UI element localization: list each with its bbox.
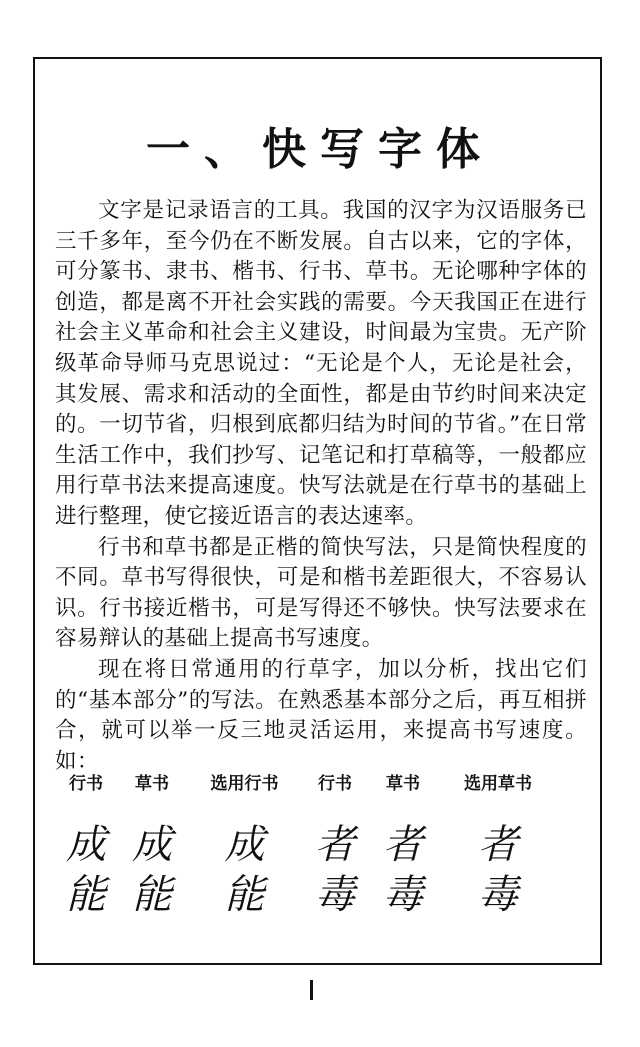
handwritten-character: 者 — [478, 822, 518, 868]
column-header: 选用行书 — [210, 774, 279, 794]
column-header: 选用草书 — [464, 774, 532, 794]
paragraph: 行书和草书都是正楷的简快写法，只是简快程度的不同。草书写得很快，可是和楷书差距很大，不容易认识。行书接近楷书，可是写得还不够快。快写法要求在容易辩认的基础上提高书写速度。 — [55, 534, 587, 652]
column-header: 行书 — [69, 774, 103, 794]
handwritten-character: 毒 — [383, 872, 423, 918]
handwritten-character: 能 — [132, 872, 172, 918]
handwritten-character: 毒 — [315, 872, 355, 918]
handwritten-character: 能 — [66, 872, 106, 918]
page-title: 一、快写字体 — [146, 124, 494, 175]
handwritten-character: 者 — [383, 822, 423, 868]
handwritten-character: 成 — [224, 822, 265, 868]
column-header: 行书 — [318, 774, 352, 794]
sample-row — [55, 872, 585, 918]
paragraph: 现在将日常通用的行草字，加以分析，找出它们的“基本部分”的写法。在熟悉基本部分之后，再互相拼合，就可以举一反三地灵活运用，来提高书写速度。如： — [55, 656, 587, 774]
sample-row — [55, 822, 585, 868]
body-text — [55, 196, 587, 777]
handwritten-character: 成 — [132, 822, 172, 868]
sample-table-header — [55, 769, 585, 794]
column-header: 草书 — [386, 774, 420, 794]
handwritten-character: 毒 — [478, 872, 518, 918]
column-header: 草书 — [135, 774, 169, 794]
handwritten-character: 能 — [224, 872, 265, 918]
page-number-mark — [310, 980, 313, 1000]
handwritten-character: 者 — [315, 822, 355, 868]
paragraph: 文字是记录语言的工具。我国的汉字为汉语服务已三千多年，至今仍在不断发展。自古以来，它的字体，可分篆书、隶书、楷书、行书、草书。无论哪种字体的创造，都是离不开社会实践的需要。今天我国正在进行社会主义革命和社会主义建设，时间最为宝贵。无产阶级革命导师马克思说过：“无论是个人，无论是社会，其发展、需求和活动的全面性，都是由节约时间来决定的。一切节省，归根到底都归结为时间的节省。”在日常生活工作中，我们抄写、记笔记和打草稿等，一般都应用行草书法来提高速度。快写法就是在行草书的基础上进行整理，使它接近语言的表达速率。 — [55, 198, 587, 529]
handwritten-character: 成 — [66, 822, 106, 868]
